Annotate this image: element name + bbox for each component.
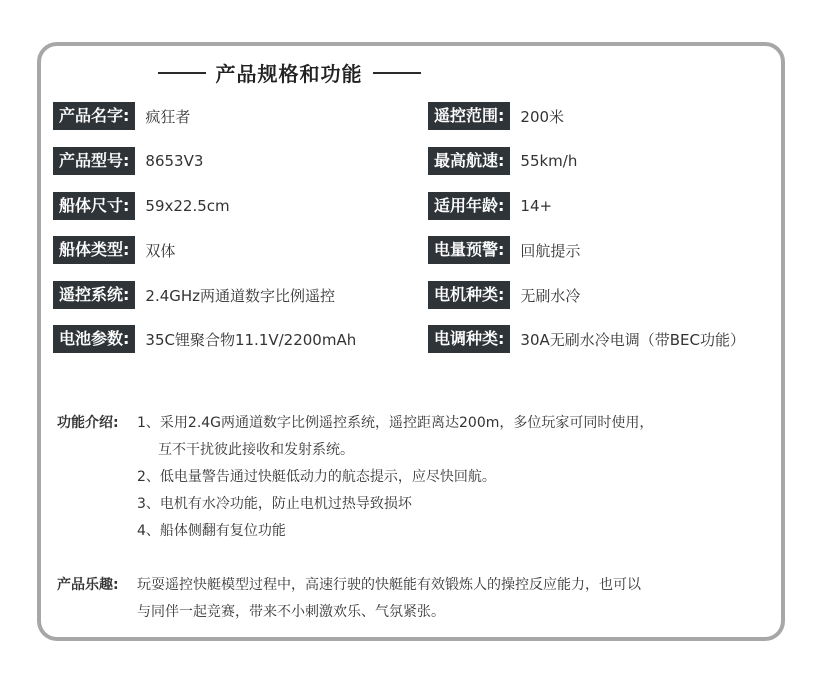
spec-row-remote-range [428,102,564,130]
spec-value: 200米 [520,107,565,126]
spec-row-battery [53,325,356,353]
spec-row-model [53,147,203,175]
page-title: 产品规格和功能 [215,62,363,86]
spec-row-remote-system [53,281,335,309]
spec-value: 无刷水冷 [520,286,581,305]
title-right-rule [373,72,421,74]
spec-label: 电机种类: [428,281,510,309]
spec-row-top-speed [428,147,577,175]
fun-label: 产品乐趣: [57,577,119,593]
spec-label: 船体尺寸: [53,192,135,220]
spec-value: 疯狂者 [145,107,191,126]
spec-value: 双体 [145,241,176,260]
spec-label: 产品名字: [53,102,135,130]
spec-label: 产品型号: [53,147,135,175]
features-label: 功能介绍: [57,415,119,431]
spec-label: 遥控系统: [53,281,135,309]
spec-label: 适用年龄: [428,192,510,220]
feature-line: 1、采用2.4G两通道数字比例遥控系统，遥控距离达200m，多位玩家可同时使用， [137,415,654,431]
title-row [41,58,781,87]
spec-label: 最高航速: [428,147,510,175]
spec-value: 8653V3 [145,152,204,170]
spec-label: 船体类型: [53,236,135,264]
spec-value: 59x22.5cm [145,197,230,215]
title-left-rule [158,72,206,74]
spec-label: 遥控范围: [428,102,510,130]
spec-value: 30A无刷水冷电调（带BEC功能） [520,330,745,349]
spec-value: 回航提示 [520,241,581,260]
fun-line: 与同伴一起竞赛，带来不小刺激欢乐、气氛紧张。 [137,604,445,620]
spec-card [37,42,785,641]
feature-line: 3、电机有水冷功能，防止电机过热导致损坏 [137,496,412,512]
spec-value: 55km/h [520,152,578,170]
feature-line: 2、低电量警告通过快艇低动力的航态提示，应尽快回航。 [137,469,496,485]
spec-row-battery-warning [428,236,580,264]
spec-row-esc-type [428,325,745,353]
spec-row-hull-size [53,192,230,220]
spec-value: 2.4GHz两通道数字比例遥控 [145,286,336,305]
feature-line: 4、船体侧翻有复位功能 [137,523,286,539]
fun-line: 玩耍遥控快艇模型过程中，高速行驶的快艇能有效锻炼人的操控反应能力，也可以 [137,577,641,593]
feature-line: 互不干扰彼此接收和发射系统。 [158,442,354,458]
spec-row-motor-type [428,281,580,309]
spec-row-product-name [53,102,190,130]
spec-label: 电量预警: [428,236,510,264]
spec-label: 电调种类: [428,325,510,353]
spec-row-age [428,192,552,220]
spec-label: 电池参数: [53,325,135,353]
spec-value: 35C锂聚合物11.1V/2200mAh [145,330,357,349]
spec-value: 14+ [520,197,553,215]
spec-row-hull-type [53,236,175,264]
